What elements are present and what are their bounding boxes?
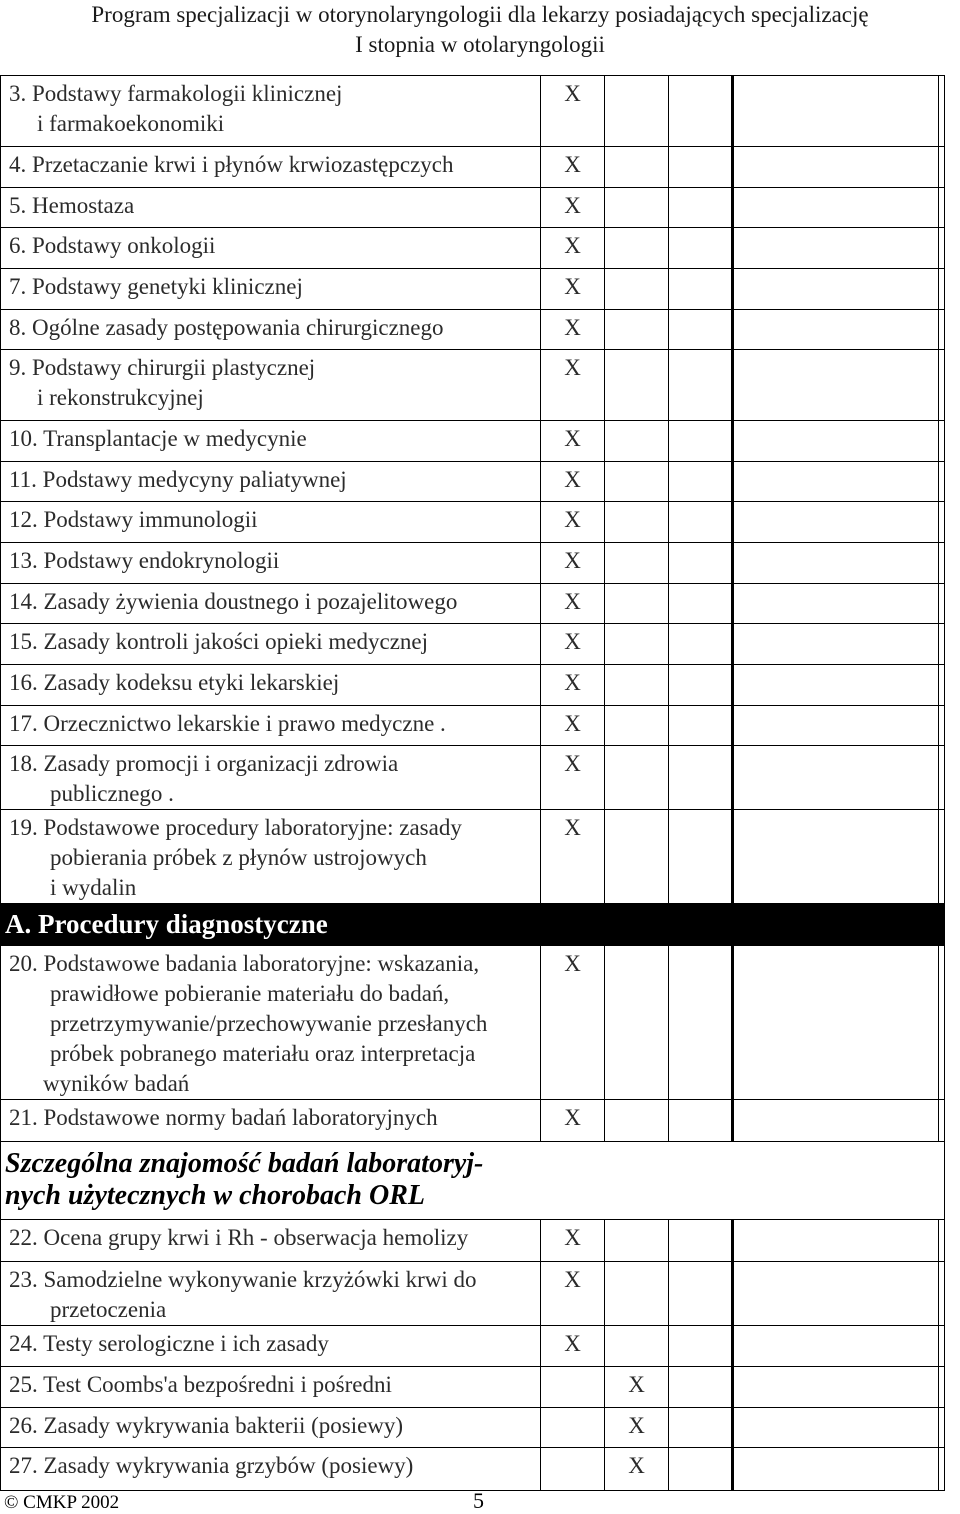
table-row — [1, 502, 945, 543]
subsection-row — [1, 1142, 945, 1220]
topic-line: pobierania próbek z płynów ustrojowych — [50, 845, 427, 870]
level-1-mark: X — [541, 1220, 605, 1262]
edge-cell — [939, 502, 945, 543]
table-row — [1, 147, 945, 188]
topic-cell — [1, 462, 541, 502]
copyright-notice: © CMKP 2002 — [4, 1492, 120, 1513]
table-row — [1, 269, 945, 310]
level-1-mark: X — [541, 1326, 605, 1367]
topic-line: 19. Podstawowe procedury laboratoryjne: zasady — [9, 815, 462, 840]
blank-cell — [733, 543, 939, 584]
edge-cell — [939, 76, 945, 147]
level-2-mark — [605, 810, 669, 904]
topic-line: przetrzymywanie/przechowywanie przesłanych — [50, 1011, 488, 1036]
level-3-cell — [669, 269, 733, 310]
level-1-mark: X — [541, 502, 605, 543]
topic-line: 14. Zasady żywienia doustnego i pozajelitowego — [9, 589, 458, 614]
table-row — [1, 746, 945, 810]
level-2-mark — [605, 462, 669, 502]
table-row — [1, 421, 945, 462]
subsection-title — [1, 1142, 945, 1220]
table-row — [1, 665, 945, 706]
level-3-cell — [669, 147, 733, 188]
blank-cell — [733, 810, 939, 904]
topic-line: 20. Podstawowe badania laboratoryjne: wskazania, — [9, 951, 480, 976]
level-2-mark — [605, 584, 669, 624]
level-1-mark: X — [541, 946, 605, 1100]
blank-cell — [733, 1220, 939, 1262]
level-1-mark: X — [541, 1262, 605, 1326]
blank-cell — [733, 1448, 939, 1491]
blank-cell — [733, 147, 939, 188]
level-1-mark: X — [541, 624, 605, 665]
level-2-mark — [605, 147, 669, 188]
page-header — [0, 0, 960, 60]
topic-line: 21. Podstawowe normy badań laboratoryjnych — [9, 1105, 438, 1130]
edge-cell — [939, 1100, 945, 1142]
topic-line: 5. Hemostaza — [9, 193, 135, 218]
level-1-mark: X — [541, 188, 605, 228]
topic-cell — [1, 421, 541, 462]
level-2-mark — [605, 946, 669, 1100]
topic-line: 7. Podstawy genetyki klinicznej — [9, 274, 303, 299]
level-2-mark — [605, 502, 669, 543]
edge-cell — [939, 147, 945, 188]
topic-cell — [1, 706, 541, 746]
blank-cell — [733, 502, 939, 543]
topic-cell — [1, 584, 541, 624]
topic-line: 24. Testy serologiczne i ich zasady — [9, 1331, 329, 1356]
level-1-mark: X — [541, 350, 605, 421]
blank-cell — [733, 1262, 939, 1326]
level-3-cell — [669, 706, 733, 746]
topic-line: 18. Zasady promocji i organizacji zdrowia — [9, 751, 399, 776]
edge-cell — [939, 746, 945, 810]
edge-cell — [939, 188, 945, 228]
table-row — [1, 188, 945, 228]
table-row — [1, 76, 945, 147]
topic-line: wyników badań — [43, 1071, 190, 1096]
topic-line: 26. Zasady wykrywania bakterii (posiewy) — [9, 1413, 404, 1438]
blank-cell — [733, 269, 939, 310]
blank-cell — [733, 310, 939, 350]
topic-line: 23. Samodzielne wykonywanie krzyżówki krwi do — [9, 1267, 477, 1292]
topic-cell — [1, 543, 541, 584]
topic-cell — [1, 147, 541, 188]
level-3-cell — [669, 421, 733, 462]
edge-cell — [939, 624, 945, 665]
table-row — [1, 1100, 945, 1142]
topic-cell — [1, 76, 541, 147]
level-3-cell — [669, 1326, 733, 1367]
subsection-title-line: Szczególna znajomość badań laboratoryj- — [5, 1148, 484, 1179]
level-1-mark: X — [541, 76, 605, 147]
topic-line: 8. Ogólne zasady postępowania chirurgicznego — [9, 315, 444, 340]
level-3-cell — [669, 188, 733, 228]
table-row — [1, 1367, 945, 1408]
level-1-mark — [541, 1367, 605, 1408]
level-3-cell — [669, 746, 733, 810]
topic-line: 11. Podstawy medycyny paliatywnej — [9, 467, 347, 492]
level-2-mark — [605, 228, 669, 269]
level-2-mark — [605, 746, 669, 810]
header-line-1: Program specjalizacji w otorynolaryngologii dla lekarzy posiadających specjalizację — [91, 2, 869, 27]
topic-cell — [1, 310, 541, 350]
section-row — [1, 904, 945, 946]
topic-cell — [1, 1448, 541, 1491]
topic-line: 22. Ocena grupy krwi i Rh - obserwacja hemolizy — [9, 1225, 469, 1250]
edge-cell — [939, 946, 945, 1100]
blank-cell — [733, 706, 939, 746]
level-3-cell — [669, 584, 733, 624]
level-3-cell — [669, 810, 733, 904]
level-3-cell — [669, 1100, 733, 1142]
table-row — [1, 310, 945, 350]
level-1-mark — [541, 1408, 605, 1448]
subsection-title-line: nych użytecznych w chorobach ORL — [5, 1180, 425, 1211]
table-row — [1, 350, 945, 421]
topic-cell — [1, 350, 541, 421]
topic-cell — [1, 1220, 541, 1262]
level-2-mark — [605, 1100, 669, 1142]
edge-cell — [939, 543, 945, 584]
table-row — [1, 1220, 945, 1262]
table-row — [1, 706, 945, 746]
blank-cell — [733, 1408, 939, 1448]
topic-line: 3. Podstawy farmakologii klinicznej — [9, 81, 343, 106]
edge-cell — [939, 706, 945, 746]
level-2-mark — [605, 350, 669, 421]
topic-line: 12. Podstawy immunologii — [9, 507, 258, 532]
topic-line: 15. Zasady kontroli jakości opieki medycznej — [9, 629, 428, 654]
level-2-mark — [605, 269, 669, 310]
level-3-cell — [669, 1367, 733, 1408]
level-3-cell — [669, 665, 733, 706]
table-row — [1, 1408, 945, 1448]
level-3-cell — [669, 1408, 733, 1448]
edge-cell — [939, 269, 945, 310]
topic-line: publicznego . — [50, 781, 174, 806]
topic-line: 9. Podstawy chirurgii plastycznej — [9, 355, 316, 380]
level-2-mark — [605, 543, 669, 584]
edge-cell — [939, 421, 945, 462]
level-1-mark: X — [541, 269, 605, 310]
topic-line: przetoczenia — [50, 1297, 167, 1322]
blank-cell — [733, 624, 939, 665]
level-2-mark — [605, 310, 669, 350]
level-1-mark: X — [541, 746, 605, 810]
level-2-mark — [605, 706, 669, 746]
level-1-mark: X — [541, 228, 605, 269]
level-1-mark: X — [541, 1100, 605, 1142]
level-3-cell — [669, 1448, 733, 1491]
level-3-cell — [669, 76, 733, 147]
topic-cell — [1, 1367, 541, 1408]
level-1-mark: X — [541, 147, 605, 188]
level-3-cell — [669, 1262, 733, 1326]
table-row — [1, 584, 945, 624]
edge-cell — [939, 1262, 945, 1326]
topic-line: prawidłowe pobieranie materiału do badań, — [50, 981, 450, 1006]
blank-cell — [733, 76, 939, 147]
topic-cell — [1, 188, 541, 228]
edge-cell — [939, 1367, 945, 1408]
edge-cell — [939, 584, 945, 624]
level-3-cell — [669, 1220, 733, 1262]
topic-line: i wydalin — [50, 875, 137, 900]
topic-line: 16. Zasady kodeksu etyki lekarskiej — [9, 670, 340, 695]
edge-cell — [939, 1408, 945, 1448]
blank-cell — [733, 462, 939, 502]
topic-cell — [1, 1326, 541, 1367]
edge-cell — [939, 1326, 945, 1367]
blank-cell — [733, 1326, 939, 1367]
table-row — [1, 543, 945, 584]
blank-cell — [733, 584, 939, 624]
topic-cell — [1, 746, 541, 810]
level-1-mark: X — [541, 462, 605, 502]
level-3-cell — [669, 310, 733, 350]
level-3-cell — [669, 502, 733, 543]
blank-cell — [733, 665, 939, 706]
level-1-mark: X — [541, 421, 605, 462]
edge-cell — [939, 310, 945, 350]
level-2-mark — [605, 76, 669, 147]
level-2-mark — [605, 188, 669, 228]
level-2-mark: X — [605, 1367, 669, 1408]
topic-cell — [1, 946, 541, 1100]
topic-line: 17. Orzecznictwo lekarskie i prawo medyczne . — [9, 711, 446, 736]
level-3-cell — [669, 624, 733, 665]
blank-cell — [733, 1100, 939, 1142]
page-number: 5 — [473, 1488, 484, 1513]
level-3-cell — [669, 946, 733, 1100]
table-row — [1, 228, 945, 269]
level-3-cell — [669, 543, 733, 584]
edge-cell — [939, 462, 945, 502]
table-row — [1, 1448, 945, 1491]
blank-cell — [733, 1367, 939, 1408]
topic-line: 13. Podstawy endokrynologii — [9, 548, 280, 573]
topic-line: i farmakoekonomiki — [37, 111, 225, 136]
topic-cell — [1, 1100, 541, 1142]
table-row — [1, 1262, 945, 1326]
blank-cell — [733, 350, 939, 421]
edge-cell — [939, 665, 945, 706]
topic-cell — [1, 1262, 541, 1326]
topic-line: 4. Przetaczanie krwi i płynów krwiozastępczych — [9, 152, 454, 177]
level-2-mark: X — [605, 1448, 669, 1491]
level-1-mark: X — [541, 810, 605, 904]
program-table — [0, 75, 945, 1491]
table-row — [1, 1326, 945, 1367]
level-2-mark — [605, 1220, 669, 1262]
level-1-mark: X — [541, 310, 605, 350]
level-1-mark: X — [541, 543, 605, 584]
edge-cell — [939, 1448, 945, 1491]
topic-line: 6. Podstawy onkologii — [9, 233, 216, 258]
blank-cell — [733, 188, 939, 228]
topic-line: i rekonstrukcyjnej — [37, 385, 204, 410]
blank-cell — [733, 228, 939, 269]
topic-cell — [1, 810, 541, 904]
edge-cell — [939, 228, 945, 269]
blank-cell — [733, 421, 939, 462]
edge-cell — [939, 810, 945, 904]
table-row — [1, 462, 945, 502]
level-3-cell — [669, 462, 733, 502]
table-row — [1, 946, 945, 1100]
table-row — [1, 810, 945, 904]
level-1-mark: X — [541, 584, 605, 624]
topic-cell — [1, 269, 541, 310]
level-2-mark: X — [605, 1408, 669, 1448]
level-2-mark — [605, 1262, 669, 1326]
topic-cell — [1, 624, 541, 665]
topic-line: 10. Transplantacje w medycynie — [9, 426, 307, 451]
topic-line: 25. Test Coombs'a bezpośredni i pośredni — [9, 1372, 392, 1397]
level-3-cell — [669, 350, 733, 421]
level-2-mark — [605, 624, 669, 665]
header-line-2: I stopnia w otolaryngologii — [355, 32, 605, 57]
blank-cell — [733, 746, 939, 810]
topic-cell — [1, 1408, 541, 1448]
blank-cell — [733, 946, 939, 1100]
edge-cell — [939, 350, 945, 421]
level-2-mark — [605, 665, 669, 706]
topic-cell — [1, 665, 541, 706]
level-1-mark: X — [541, 706, 605, 746]
edge-cell — [939, 1220, 945, 1262]
topic-cell — [1, 502, 541, 543]
table-row — [1, 624, 945, 665]
topic-line: próbek pobranego materiału oraz interpretacja — [50, 1041, 476, 1066]
level-2-mark — [605, 421, 669, 462]
level-1-mark: X — [541, 665, 605, 706]
level-2-mark — [605, 1326, 669, 1367]
topic-cell — [1, 228, 541, 269]
level-3-cell — [669, 228, 733, 269]
section-title: A. Procedury diagnostyczne — [1, 904, 945, 946]
level-1-mark — [541, 1448, 605, 1491]
topic-line: 27. Zasady wykrywania grzybów (posiewy) — [9, 1453, 414, 1478]
